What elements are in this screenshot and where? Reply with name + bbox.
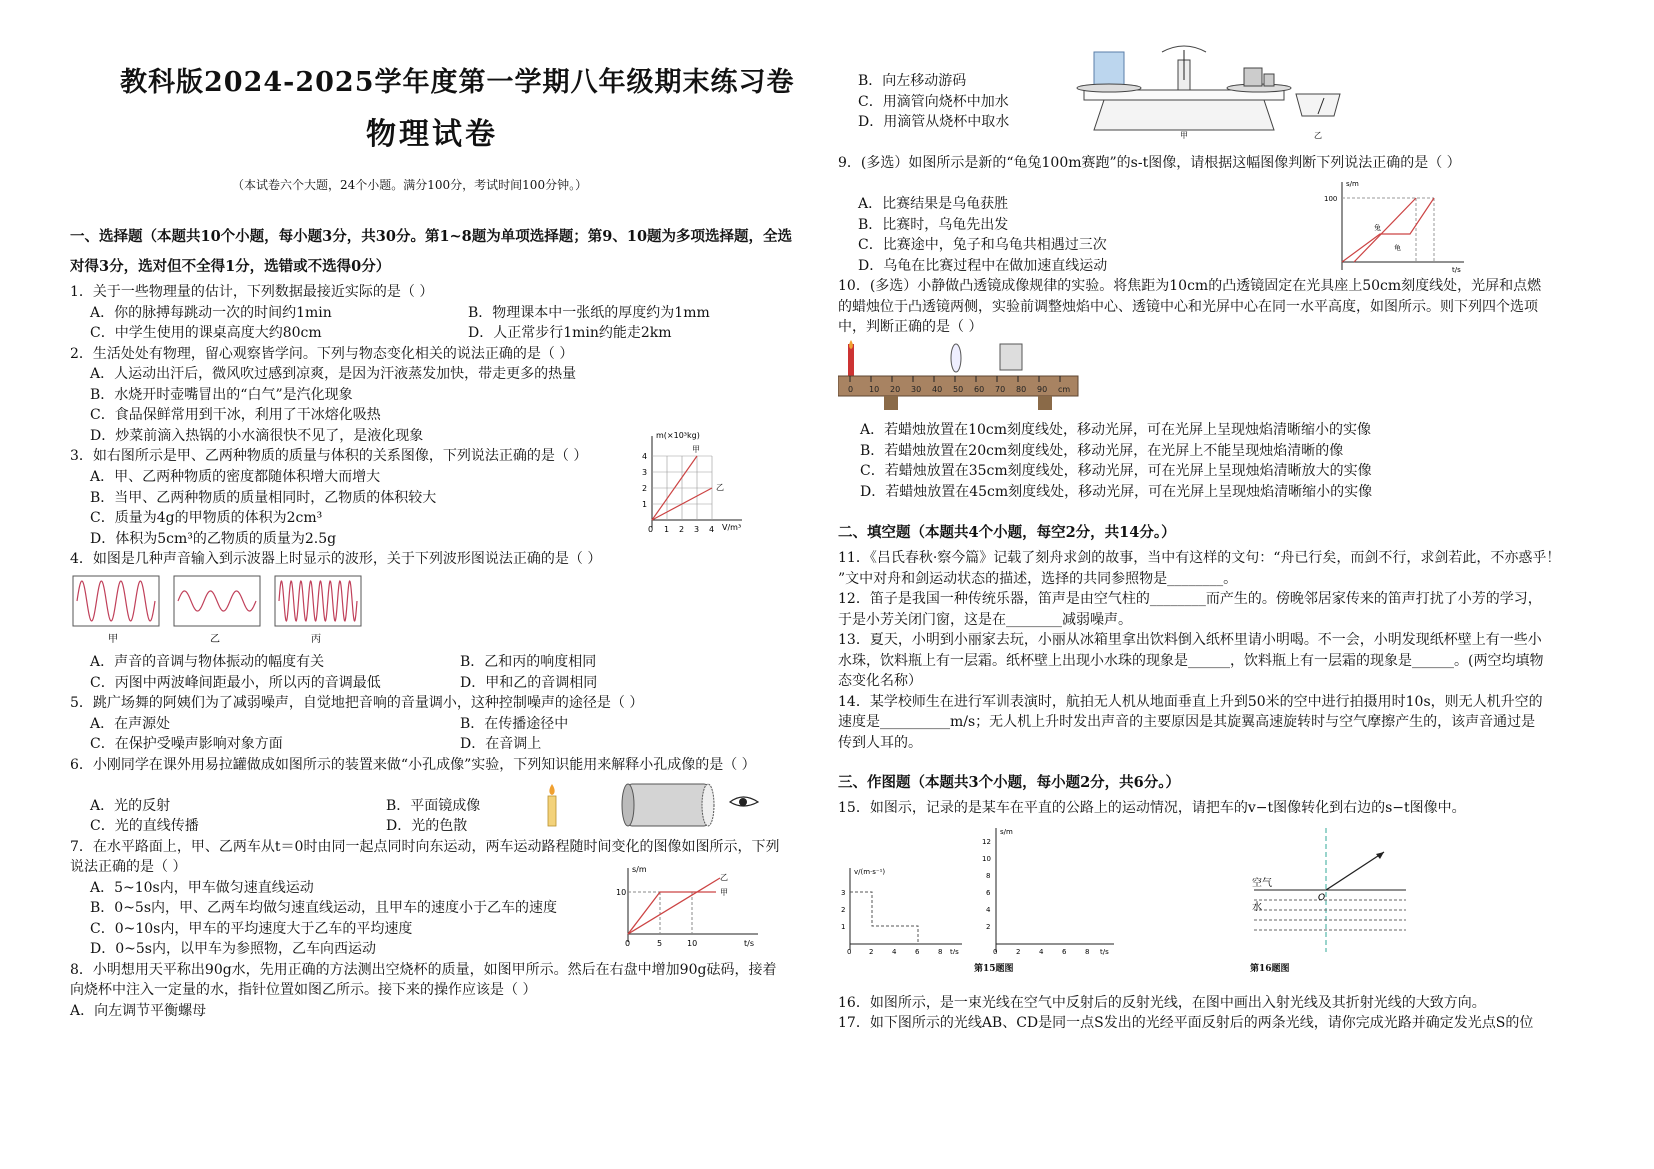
q15-st-x-label: t/s xyxy=(1100,948,1109,956)
q9-stem: 9．(多选）如图所示是新的“龟兔100m赛跑”的s-t图像，请根据这幅图像判断下列说法正确的是（ ） xyxy=(838,155,1461,171)
q15-st-xtick-6: 6 xyxy=(1062,948,1067,956)
q4-waveforms xyxy=(72,574,372,646)
q15-st-ytick-8: 8 xyxy=(986,872,991,880)
q2-option-a: A．人运动出汗后，微风吹过感到凉爽，是因为汗液蒸发加快，带走更多的热量 xyxy=(90,366,577,382)
q9-option-b: B．比赛时，乌龟先出发 xyxy=(858,217,1009,233)
q8-stem-b: 向烧杯中注入一定量的水，指针位置如图乙所示。接下来的操作应该是（ ） xyxy=(70,982,537,998)
q7-line-yi xyxy=(628,878,720,934)
light-screen xyxy=(1000,344,1022,370)
q4-label-jia: 甲 xyxy=(108,634,118,645)
q4-option-c: C．丙图中两波峰间距最小，所以丙的音调最低 xyxy=(90,675,381,691)
q16-caption: 第16题图 xyxy=(1250,964,1290,974)
q15-st-ytick-10: 10 xyxy=(982,855,991,863)
q4-stem: 4．如图是几种声音输入到示波器上时显示的波形，关于下列波形图说法正确的是（ ） xyxy=(70,551,602,567)
q8-option-a: A．向左调节平衡螺母 xyxy=(70,1003,207,1019)
q10-option-b: B．若蜡烛放置在20cm刻度线处，移动光屏，在光屏上不能呈现烛焰清晰的像 xyxy=(860,443,1344,459)
q3-option-d: D．体积为5cm³的乙物质的质量为2.5g xyxy=(90,531,337,547)
q3-xtick-4: 4 xyxy=(709,525,715,534)
q15-st-ytick-4: 4 xyxy=(986,906,991,914)
q2-option-c: C．食品保鲜常用到干冰，利用了干冰熔化吸热 xyxy=(90,407,381,423)
q4-wave-bing xyxy=(279,581,357,621)
q4-wave-yi xyxy=(178,591,256,611)
q4-label-bing: 丙 xyxy=(311,634,321,645)
q7-y-label: s/m xyxy=(632,865,647,874)
q4-option-a: A．声音的音调与物体振动的幅度有关 xyxy=(90,654,325,670)
candle-flame-icon xyxy=(849,340,853,349)
q4-label-yi: 乙 xyxy=(210,634,220,645)
q3-xtick-0: 0 xyxy=(648,525,654,534)
q7-ytick-10: 10 xyxy=(616,888,627,897)
ruler-tick-label: 80 xyxy=(1016,385,1027,394)
q3-y-label: m(×10³kg) xyxy=(656,431,700,440)
q3-ytick-3: 3 xyxy=(642,468,648,477)
ruler-tick-label: 90 xyxy=(1037,385,1048,394)
q9-ytick-100: 100 xyxy=(1324,195,1338,203)
q8-option-d: D．用滴管从烧杯中取水 xyxy=(858,114,1010,130)
q7-option-c: C．0~10s内，甲车的平均速度大于乙车的平均速度 xyxy=(90,921,413,937)
q16-stem: 16．如图所示，是一束光线在空气中反射后的反射光线，在图中画出入射光线及其折射光线的大致方向。 xyxy=(838,995,1486,1011)
section1-heading-a: 一、选择题（本题共10个小题，每小题3分，共30分。第1~8题为单项选择题；第9、10题为多项选择题，全选 xyxy=(70,228,793,245)
q15-vt-line xyxy=(850,892,918,944)
weight-small xyxy=(1264,74,1274,86)
section2-heading: 二、填空题（本题共4个小题，每空2分，共14分。） xyxy=(838,524,1176,541)
q3-ytick-4: 4 xyxy=(642,452,648,461)
q7-x-label: t/s xyxy=(744,939,754,948)
q8-option-b: B．向左移动游码 xyxy=(858,73,967,89)
q15-st-xtick-2: 2 xyxy=(1016,948,1021,956)
q12-line-a: 12．笛子是我国一种传统乐器，笛声是由空气柱的________而产生的。傍晚邻居家传来的笛声打扰了小芳的学习， xyxy=(838,591,1542,607)
exam-title: 教科版2024-2025学年度第一学期八年级期末练习卷 xyxy=(120,67,795,98)
q9-y-label: s/m xyxy=(1346,180,1359,188)
q14-line-c: 传到人耳的。 xyxy=(838,735,922,751)
q10-option-a: A．若蜡烛放置在10cm刻度线处，移动光屏，可在光屏上呈现烛焰清晰缩小的实像 xyxy=(860,422,1372,438)
q7-option-a: A．5~10s内，甲车做匀速直线运动 xyxy=(90,880,314,896)
q15-vt-xtick-6: 6 xyxy=(915,948,920,954)
beaker xyxy=(1094,52,1124,86)
q9-line-turtle xyxy=(1354,198,1416,262)
q10-option-d: D．若蜡烛放置在45cm刻度线处，移动光屏，可在光屏上呈现烛焰清晰缩小的实像 xyxy=(860,484,1373,500)
q7-option-b: B．0~5s内，甲、乙两车均做匀速直线运动，且甲车的速度小于乙车的速度 xyxy=(90,900,558,916)
q1-stem: 1．关于一些物理量的估计，下列数据最接近实际的是（ ） xyxy=(70,284,434,300)
q9-x-label: t/s xyxy=(1452,266,1461,274)
q15-st-ytick-12: 12 xyxy=(982,838,991,846)
q15-vt-xtick-4: 4 xyxy=(892,948,897,954)
q7-st-graph xyxy=(616,862,766,952)
q15-stem: 15．如图示，记录的是某车在平直的公路上的运动情况，请把车的v−t图像转化到右边的s−t图像中。 xyxy=(838,800,1466,816)
point-o: O xyxy=(1318,893,1326,903)
q9-option-d: D．乌龟在比赛过程中在做加速直线运动 xyxy=(858,258,1108,274)
q1-option-c: C．中学生使用的课桌高度大约80cm xyxy=(90,325,322,341)
q7-label-yi: 乙 xyxy=(720,873,728,882)
q13-line-a: 13．夏天，小明到小丽家去玩，小丽从冰箱里拿出饮料倒入纸杯里请小明喝。不一会，小明发现纸杯壁上有一些小 xyxy=(838,632,1542,648)
candle-body xyxy=(548,796,556,826)
q3-ytick-1: 1 xyxy=(642,500,648,509)
q15-vt-ytick-2: 2 xyxy=(841,906,846,914)
q15-caption: 第15题图 xyxy=(974,964,1014,974)
q12-line-b: 于是小芳关闭门窗，这是在________减弱噪声。 xyxy=(838,612,1132,628)
q7-label-jia: 甲 xyxy=(720,888,728,897)
q15-st-xtick-8: 8 xyxy=(1085,948,1090,956)
q3-option-c: C．质量为4g的甲物质的体积为2cm³ xyxy=(90,510,323,526)
q8-balance-figure xyxy=(1074,40,1344,140)
q14-line-a: 14．某学校师生在进行军训表演时，航拍无人机从地面垂直上升到50米的空中进行拍摄用时10s，则无人机升空的 xyxy=(838,694,1543,710)
q5-option-a: A．在声源处 xyxy=(90,716,171,732)
q3-stem: 3．如右图所示是甲、乙两种物质的质量与体积的关系图像，下列说法正确的是（ ） xyxy=(70,448,588,464)
q10-optical-bench xyxy=(838,340,1082,416)
q3-xtick-3: 3 xyxy=(694,525,700,534)
q9-option-c: C．比赛途中，兔子和乌龟共相遇过三次 xyxy=(858,237,1107,253)
q11-line-b: ”文中对舟和剑运动状态的描述，选择的共同参照物是________。 xyxy=(838,571,1238,587)
exam-subtitle: 物理试卷 xyxy=(366,117,498,152)
section3-heading: 三、作图题（本题共3个小题，每小题2分，共6分。） xyxy=(838,774,1181,791)
q2-stem: 2．生活处处有物理，留心观察皆学问。下列与物态变化相关的说法正确的是（ ） xyxy=(70,346,574,362)
arrow-icon xyxy=(1376,852,1384,859)
q15-st-y-label: s/m xyxy=(1000,828,1013,836)
q10-stem-c: 中，判断正确的是（ ） xyxy=(838,319,983,335)
q4-wave-jia xyxy=(77,581,155,621)
ruler-tick-label: 0 xyxy=(848,385,854,394)
q3-label-yi: 乙 xyxy=(716,483,724,492)
ruler-tick-label: 60 xyxy=(974,385,985,394)
q15-vt-y-label: v/(m·s⁻¹) xyxy=(854,868,886,876)
q8-label-yi: 乙 xyxy=(1314,131,1322,140)
q15-vt-x-label: t/s xyxy=(950,948,959,954)
q7-line-jia xyxy=(628,892,716,934)
section1-heading-b: 对得3分，选对但不全得1分，选错或不选得0分） xyxy=(70,258,391,275)
q2-option-b: B．水烧开时壶嘴冒出的“白气”是汽化现象 xyxy=(90,387,353,403)
q6-option-c: C．光的直线传播 xyxy=(90,818,199,834)
q14-line-b: 速度是__________m/s；无人机上升时发出声音的主要原因是其旋翼高速旋转时与空气摩擦产生的，该声音通过是 xyxy=(838,714,1536,730)
q15-vt-graph xyxy=(838,864,968,954)
q5-option-b: B．在传播途径中 xyxy=(460,716,569,732)
q6-option-b: B．平面镜成像 xyxy=(386,798,481,814)
q10-stem-b: 的蜡烛位于凸透镜两侧，实验前调整烛焰中心、透镜中心和光屏中心在同一水平高度，如图所示。则下列四个选项 xyxy=(838,299,1538,315)
q2-option-d: D．炒菜前滴入热锅的小水滴很快不见了，是液化现象 xyxy=(90,428,424,444)
q9-line-rabbit xyxy=(1342,198,1434,262)
q15-st-ytick-6: 6 xyxy=(986,889,991,897)
q13-line-c: 态变化名称） xyxy=(838,673,922,689)
balance-base xyxy=(1094,100,1274,130)
ruler-tick-label: 30 xyxy=(911,385,922,394)
q15-vt-xtick-2: 2 xyxy=(869,948,874,954)
q8-stem-a: 8．小明想用天平称出90g水，先用正确的方法测出空烧杯的质量，如图甲所示。然后在右盘中增加90g砝码，接着 xyxy=(70,962,777,978)
q4-option-d: D．甲和乙的音调相同 xyxy=(460,675,598,691)
q3-ytick-2: 2 xyxy=(642,484,648,493)
label-water: 水 xyxy=(1252,902,1262,913)
q15-vt-xtick-0: 0 xyxy=(847,948,852,954)
weight-large xyxy=(1244,68,1262,86)
q7-stem-a: 7．在水平路面上，甲、乙两车从t＝0时由同一起点同时向东运动，两车运动路程随时间变化的图像如图所示，下列 xyxy=(70,839,780,855)
q5-stem: 5．跳广场舞的阿姨们为了减弱噪声，自觉地把音响的音量调小，这种控制噪声的途径是（ ） xyxy=(70,695,644,711)
q3-option-b: B．当甲、乙两种物质的质量相同时，乙物质的体积较大 xyxy=(90,490,437,506)
q7-option-d: D．0~5s内，以甲车为参照物，乙车向西运动 xyxy=(90,941,376,957)
q8-option-c: C．用滴管向烧杯中加水 xyxy=(858,94,1009,110)
q3-label-jia: 甲 xyxy=(692,445,700,454)
q6-option-a: A．光的反射 xyxy=(90,798,171,814)
q3-xtick-1: 1 xyxy=(664,525,670,534)
q8-label-jia: 甲 xyxy=(1180,131,1188,140)
q17-stem: 17．如下图所示的光线AB、CD是同一点S发出的光经平面反射后的两条光线，请你完成光路并确定发光点S的位 xyxy=(838,1015,1534,1031)
label-air: 空气 xyxy=(1252,878,1272,889)
pinhole-can xyxy=(628,784,708,826)
q15-st-xtick-4: 4 xyxy=(1039,948,1044,956)
q9-race-graph xyxy=(1324,178,1474,274)
reflected-ray xyxy=(1326,852,1384,890)
ruler-tick-label: 50 xyxy=(953,385,964,394)
ruler-tick-label: 10 xyxy=(869,385,880,394)
q9-label-turtle: 龟 xyxy=(1394,244,1401,252)
q15-vt-ytick-3: 3 xyxy=(841,889,846,897)
q7-xtick-0: 0 xyxy=(625,939,631,948)
q6-stem: 6．小刚同学在课外用易拉罐做成如图所示的装置来做“小孔成像”实验，下列知识能用来解释小孔成像的是（ ） xyxy=(70,757,756,773)
q5-option-c: C．在保护受噪声影响对象方面 xyxy=(90,736,283,752)
q4-option-b: B．乙和丙的响度相同 xyxy=(460,654,597,670)
ruler-tick-label: 70 xyxy=(995,385,1006,394)
q7-xtick-5: 5 xyxy=(657,939,663,948)
q11-line-a: 11．《吕氏春秋·察今篇》记载了刻舟求剑的故事，当中有这样的文句：“舟已行矣，而剑不行，求剑若此，不亦惑乎！ xyxy=(838,550,1561,566)
q7-stem-b: 说法正确的是（ ） xyxy=(70,859,187,875)
q15-st-ytick-2: 2 xyxy=(986,923,991,931)
ruler-tick-label: 20 xyxy=(890,385,901,394)
q5-option-d: D．在音调上 xyxy=(460,736,542,752)
ruler-tick-label: 40 xyxy=(932,385,943,394)
q10-stem-a: 10．(多选）小静做凸透镜成像规律的实验。将焦距为10cm的凸透镜固定在光具座上50cm刻度线处，光屏和点燃 xyxy=(838,278,1542,294)
convex-lens xyxy=(951,344,961,372)
q6-option-d: D．光的色散 xyxy=(386,818,468,834)
q16-refraction-figure xyxy=(1250,824,1410,956)
q7-xtick-10: 10 xyxy=(687,939,698,948)
q15-vt-ytick-1: 1 xyxy=(841,923,846,931)
exam-note: （本试卷六个大题，24个小题。满分100分，考试时间100分钟。） xyxy=(232,178,588,192)
ruler-tick-label: cm xyxy=(1058,385,1071,394)
q9-option-a: A．比赛结果是乌龟获胜 xyxy=(858,196,1009,212)
q13-line-b: 水珠，饮料瓶上有一层霜。纸杯壁上出现小水珠的现象是______，饮料瓶上有一层霜的现象是______。(两空均填物 xyxy=(838,653,1544,669)
q3-xtick-2: 2 xyxy=(679,525,685,534)
q1-option-b: B．物理课本中一张纸的厚度约为1mm xyxy=(468,305,710,321)
q15-vt-xtick-8: 8 xyxy=(938,948,943,954)
q10-option-c: C．若蜡烛放置在35cm刻度线处，移动光屏，可在光屏上呈现烛焰清晰放大的实像 xyxy=(860,463,1372,479)
q1-option-d: D．人正常步行1min约能走2km xyxy=(468,325,672,341)
q6-pinhole-figure xyxy=(538,778,774,832)
q3-option-a: A．甲、乙两种物质的密度都随体积增大而增大 xyxy=(90,469,381,485)
q3-mass-volume-graph xyxy=(630,428,750,536)
q1-option-a: A．你的脉搏每跳动一次的时间约1min xyxy=(90,305,332,321)
q15-st-graph xyxy=(978,824,1118,956)
q3-x-label: V/m³ xyxy=(722,523,742,532)
q15-st-xtick-0: 0 xyxy=(993,948,998,956)
candle-flame-icon xyxy=(549,784,554,795)
q9-label-rabbit: 兔 xyxy=(1374,224,1381,232)
